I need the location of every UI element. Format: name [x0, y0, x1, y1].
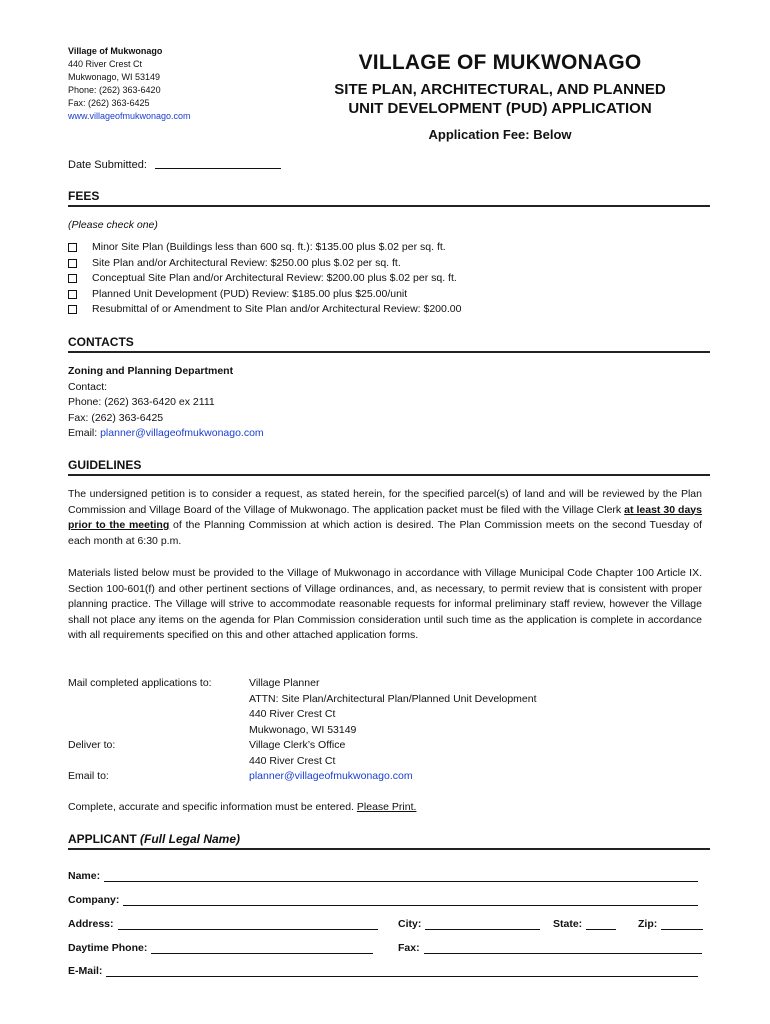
print-instruction: [68, 801, 416, 813]
phone-number: Phone: (262) 363-6420: [68, 85, 161, 95]
address-label: Address:: [68, 918, 114, 930]
mailing-instructions: [68, 676, 708, 785]
fax-input[interactable]: [424, 942, 702, 954]
village-address-block: [68, 45, 191, 123]
name-input[interactable]: [104, 870, 698, 882]
deliver-row: [68, 738, 708, 769]
fee-option[interactable]: [68, 302, 461, 318]
deadline-emphasis: at least 30 days prior to the meeting: [68, 503, 702, 531]
state-field-row: [553, 918, 616, 930]
phone-label: Daytime Phone:: [68, 942, 148, 954]
fees-heading: FEES: [68, 189, 710, 207]
department-name: Zoning and Planning Department: [68, 365, 234, 377]
city-label: City:: [398, 918, 422, 930]
application-fee-line: Application Fee: Below: [428, 127, 572, 142]
checkbox-icon[interactable]: [68, 274, 77, 283]
fee-option-label: Planned Unit Development (PUD) Review: $185.00 plus $25.00/unit: [92, 287, 408, 300]
date-submitted-row: [68, 157, 281, 171]
checkbox-icon[interactable]: [68, 243, 77, 252]
title-block: [290, 50, 710, 143]
email-field-row: [68, 965, 698, 977]
contact-email-row: [68, 426, 264, 442]
phone-field-row: [68, 942, 373, 954]
fee-option[interactable]: [68, 287, 461, 303]
name-field-row: [68, 870, 698, 882]
company-input[interactable]: [123, 894, 698, 906]
contact-label: Contact:: [68, 380, 108, 393]
email-input[interactable]: [106, 965, 698, 977]
fee-option-label: Resubmittal of or Amendment to Site Plan and/or Architectural Review: $200.00: [92, 303, 462, 315]
please-print: Please Print.: [356, 801, 417, 813]
city-input[interactable]: [425, 918, 540, 930]
guidelines-text: of the Planning Commission at which action is desired. The Plan Commission meets on the second Tuesday of each month at 6:30 p.m.: [68, 519, 702, 547]
deliver-address-line: Village Clerk’s Office: [249, 739, 346, 751]
fees-list: [68, 240, 461, 318]
email-link[interactable]: planner@villageofmukwonago.com: [249, 770, 413, 782]
company-label: Company:: [68, 894, 120, 906]
address-input[interactable]: [118, 918, 378, 930]
phone-input[interactable]: [151, 942, 373, 954]
name-label: Name:: [68, 870, 101, 882]
city-field-row: [398, 918, 540, 930]
fee-option-label: Site Plan and/or Architectural Review: $250.00 plus $.02 per sq. ft.: [92, 256, 401, 269]
document-subtitle-line-2: UNIT DEVELOPMENT (PUD) APPLICATION: [348, 100, 652, 117]
contact-phone: Phone: (262) 363-6420 ex 2111: [68, 396, 215, 408]
address-line-2: Mukwonago, WI 53149: [68, 72, 161, 82]
fee-option[interactable]: [68, 240, 461, 256]
deliver-label: Deliver to:: [68, 739, 116, 751]
mail-address-line: ATTN: Site Plan/Architectural Plan/Planned Unit Development: [249, 692, 537, 705]
print-instruction-text: Complete, accurate and specific information must be entered.: [68, 801, 357, 813]
document-subtitle-line-1: SITE PLAN, ARCHITECTURAL, AND PLANNED: [334, 81, 666, 98]
guidelines-text: The undersigned petition is to consider a request, as stated herein, for the specified parcel(s) of land and will be reviewed by the Plan Commission and Village Board of the Village of Mukwonago. The application packet must be filed with the Village Clerk: [68, 488, 702, 516]
company-field-row: [68, 894, 698, 906]
mail-address-line: 440 River Crest Ct: [249, 708, 336, 720]
email-row: [68, 769, 708, 785]
contact-fax: Fax: (262) 363-6425: [68, 411, 164, 424]
applicant-heading-note: (Full Legal Name): [140, 832, 241, 846]
guidelines-heading: GUIDELINES: [68, 458, 710, 476]
checkbox-icon[interactable]: [68, 259, 77, 268]
mail-row: [68, 676, 708, 738]
zip-label: Zip:: [638, 918, 658, 930]
website-link[interactable]: www.villageofmukwonago.com: [68, 111, 191, 121]
contacts-block: [68, 364, 264, 442]
zip-field-row: [638, 918, 703, 930]
deliver-address: [249, 738, 345, 769]
mail-address-line: Village Planner: [249, 677, 320, 689]
contact-email-link[interactable]: planner@villageofmukwonago.com: [100, 427, 264, 439]
applicant-heading-text: APPLICANT: [68, 832, 140, 846]
email-field-label: E-Mail:: [68, 965, 103, 977]
applicant-heading: [68, 832, 710, 850]
contacts-heading: CONTACTS: [68, 335, 710, 353]
fax-label: Fax:: [398, 942, 420, 954]
address-line-1: 440 River Crest Ct: [68, 59, 143, 69]
address-field-row: [68, 918, 378, 930]
mail-label: Mail completed applications to:: [68, 677, 212, 689]
fee-option[interactable]: [68, 271, 461, 287]
mail-address: [249, 676, 537, 738]
fee-option-label: Minor Site Plan (Buildings less than 600 sq. ft.): $135.00 plus $.02 per sq. ft.: [92, 241, 446, 253]
contact-email-label: Email:: [68, 427, 101, 439]
guidelines-paragraph-1: [68, 487, 702, 549]
zip-input[interactable]: [661, 918, 703, 930]
document-title: VILLAGE OF MUKWONAGO: [358, 51, 642, 74]
state-label: State:: [553, 918, 583, 930]
fee-option[interactable]: [68, 256, 461, 272]
mail-address-line: Mukwonago, WI 53149: [249, 723, 357, 736]
fees-note: (Please check one): [68, 219, 158, 231]
checkbox-icon[interactable]: [68, 305, 77, 314]
fax-number: Fax: (262) 363-6425: [68, 98, 150, 108]
fee-option-label: Conceptual Site Plan and/or Architectural Review: $200.00 plus $.02 per sq. ft.: [92, 272, 457, 284]
state-input[interactable]: [586, 918, 616, 930]
email-label: Email to:: [68, 770, 109, 782]
date-submitted-field[interactable]: [155, 157, 281, 169]
guidelines-paragraph-2: Materials listed below must be provided to the Village of Mukwonago in accordance with Village Municipal Code Chapter 100 Article IX. Section 100-601(f) and other pertinent sections of Village ordinances, and, as necessary, to permit review that is consistent with proper planning practice. The Village will strive to accommodate reasonable requests for informal preliminary staff review, however the Village shall not place any items on the agenda for Plan Commission consideration until such time as the application is complete in accordance with all requirements specified on this and other attached application forms.: [68, 567, 702, 641]
fax-field-row: [398, 942, 702, 954]
deliver-address-line: 440 River Crest Ct: [249, 754, 336, 767]
checkbox-icon[interactable]: [68, 290, 77, 299]
date-submitted-label: Date Submitted:: [68, 159, 147, 171]
org-name: Village of Mukwonago: [68, 46, 163, 56]
